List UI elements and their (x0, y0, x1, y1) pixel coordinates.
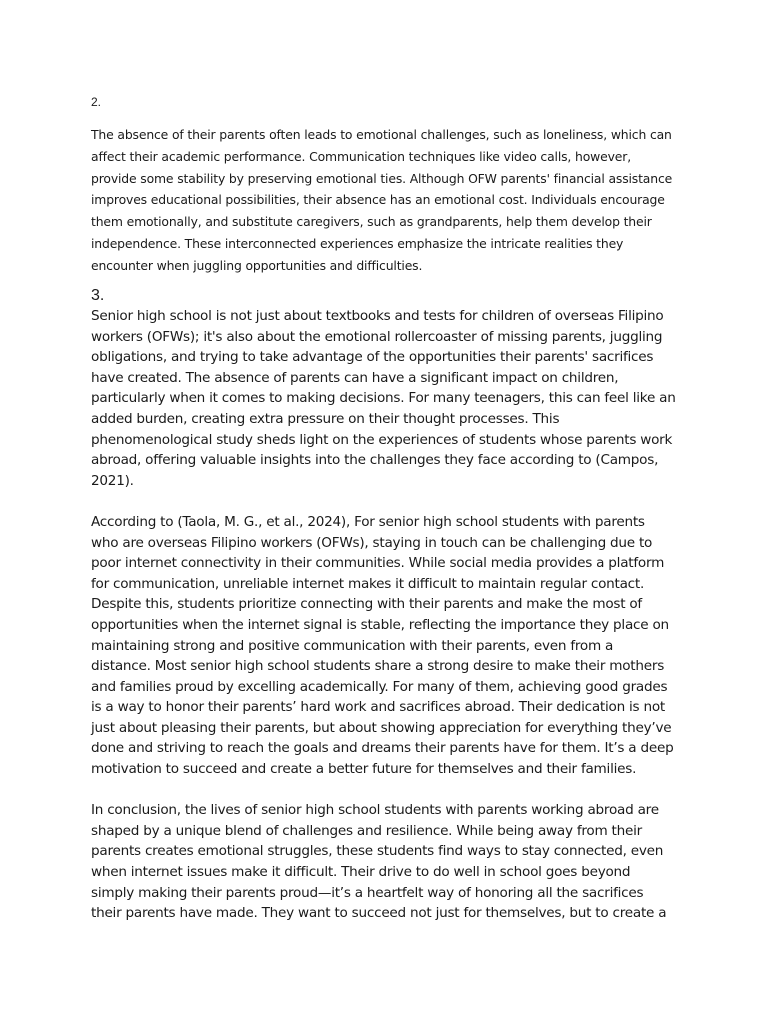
paragraph-line: have created. The absence of parents can have a significant impact on children, (91, 369, 619, 386)
paragraph-line: added burden, creating extra pressure on their thought processes. This (91, 410, 560, 427)
paragraph-spacer (91, 780, 691, 801)
paragraph-line: affect their academic performance. Communication techniques like video calls, however, (91, 148, 631, 164)
paragraph-line: 2021). (91, 472, 134, 489)
paragraph-line: their parents have made. They want to succeed not just for themselves, but to create a (91, 905, 667, 922)
conclusion-paragraph (91, 800, 691, 924)
paragraph-line: just about pleasing their parents, but about showing appreciation for everything they’ve (91, 719, 672, 736)
paragraph-line: workers (OFWs); it's also about the emotional rollercoaster of missing parents, juggling (91, 328, 663, 345)
paragraph-line: According to (Taola, M. G., et al., 2024), For senior high school students with parents (91, 513, 645, 530)
intro-paragraph (91, 306, 691, 491)
paragraph-line: The absence of their parents often leads to emotional challenges, such as loneliness, which can (91, 127, 672, 142)
paragraph-line: motivation to succeed and create a better future for themselves and their families. (91, 761, 637, 778)
paragraph-line: simply making their parents proud—it’s a heartfelt way of honoring all the sacrifices (91, 884, 644, 901)
section-number-3: 3. (91, 287, 105, 304)
paragraph-line: particularly when it comes to making decisions. For many teenagers, this can feel like an (91, 390, 676, 407)
paragraph-line: phenomenological study sheds light on the experiences of students whose parents work (91, 431, 673, 448)
paragraph-line: who are overseas Filipino workers (OFWs), staying in touch can be challenging due to (91, 534, 653, 551)
section-3 (91, 286, 691, 924)
section-2-paragraph (91, 124, 681, 277)
paragraph-line: independence. These interconnected experiences emphasize the intricate realities they (91, 235, 624, 251)
paragraph-line: provide some stability by preserving emotional ties. Although OFW parents' financial assistance (91, 170, 673, 186)
paragraph-line: In conclusion, the lives of senior high school students with parents working abroad are (91, 802, 659, 819)
paragraph-line: when internet issues make it difficult. Their drive to do well in school goes beyond (91, 864, 631, 881)
paragraph-line: maintaining strong and positive communication with their parents, even from a (91, 637, 614, 654)
paragraph-line: shaped by a unique blend of challenges and resilience. While being away from their (91, 822, 642, 839)
paragraph-line: obligations, and trying to take advantage of the opportunities their parents' sacrifices (91, 349, 654, 366)
paragraph-line: encounter when juggling opportunities and difficulties. (91, 257, 423, 273)
section-number-2: 2. (91, 95, 102, 109)
paragraph-spacer (91, 491, 691, 512)
paragraph-line: abroad, offering valuable insights into the challenges they face according to (Campos, (91, 452, 659, 469)
paragraph-line: done and striving to reach the goals and dreams their parents have for them. It’s a deep (91, 740, 674, 757)
paragraph-line: poor internet connectivity in their communities. While social media provides a platform (91, 555, 665, 572)
paragraph-line: opportunities when the internet signal is stable, reflecting the importance they place on (91, 616, 669, 633)
paragraph-line: parents creates emotional struggles, these students find ways to stay connected, even (91, 843, 664, 860)
paragraph-line: Despite this, students prioritize connecting with their parents and make the most of (91, 596, 642, 613)
paragraph-line: improves educational possibilities, their absence has an emotional cost. Individuals encourage (91, 192, 665, 208)
paragraph-line: distance. Most senior high school students share a strong desire to make their mothers (91, 658, 665, 675)
paragraph-line: for communication, unreliable internet makes it difficult to maintain regular contact. (91, 575, 645, 592)
paragraph-line: and families proud by excelling academically. For many of them, achieving good grades (91, 678, 668, 695)
paragraph-line: Senior high school is not just about textbooks and tests for children of overseas Filipino (91, 308, 664, 324)
paragraph-line: is a way to honor their parents’ hard work and sacrifices abroad. Their dedication is not (91, 699, 665, 716)
communication-paragraph (91, 512, 691, 780)
paragraph-line: them emotionally, and substitute caregivers, such as grandparents, help them develop their (91, 214, 652, 230)
